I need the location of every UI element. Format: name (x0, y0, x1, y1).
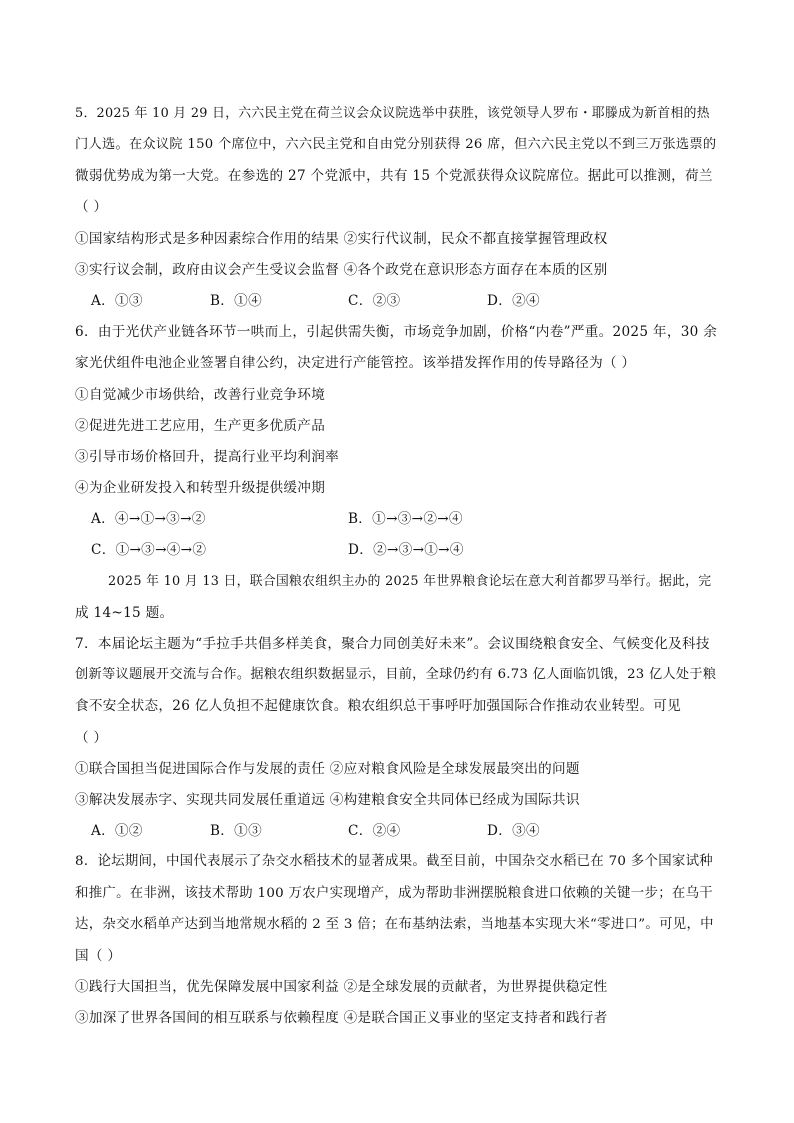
q6-statement-1: ①自觉减少市场供给，改善行业竞争环境 (75, 387, 326, 403)
q5-stem-line-1: 5．2025 年 10 月 29 日，六六民主党在荷兰议会众议院选举中获胜，该党领导人罗布・耶滕成为新首相的热 (75, 106, 710, 121)
q5-stem-line-3: 微弱优势成为第一大党。在参选的 27 个党派中，共有 15 个党派获得众议院席位。据此可以推测，荷兰 (75, 168, 713, 184)
q5-stem-line-2: 门人选。在众议院 150 个席位中，六六民主党和自由党分别获得 26 席，但六六民主党以不到三万张选票的 (75, 137, 717, 152)
q7-option-c[interactable]: C．②④ (348, 823, 401, 839)
q7-stem-line-2: 创新等议题展开交流与合作。据粮农组织数据显示，目前，全球仍约有 6.73 亿人面临饥饿，23 亿人处于粮 (75, 667, 717, 682)
q8-stem-line-1: 8．论坛期间，中国代表展示了杂交水稻技术的显著成果。截至目前，中国杂交水稻已在 70 多个国家试种 (75, 854, 713, 869)
q7-option-d[interactable]: D．③④ (487, 823, 540, 839)
q6-option-b[interactable]: B．①→③→②→④ (348, 511, 463, 527)
q7-option-a[interactable]: A．①② (91, 823, 143, 839)
q6-statement-3: ③引导市场价格回升，提高行业平均利润率 (75, 449, 339, 465)
q6-stem-line-1: 6．由于光伏产业链各环节一哄而上，引起供需失衡，市场竞争加剧，价格“内卷”严重。2025 年，30 余 (75, 324, 718, 340)
q5-option-c[interactable]: C．②③ (348, 293, 401, 309)
q8-stem-line-2: 和推广。在非洲，该技术帮助 100 万农户实现增产，成为帮助非洲摆脱粮食进口依赖的关键一步；在乌干 (75, 886, 713, 901)
q7-statement-row-2: ③解决发展赤字、实现共同发展任重道远 ④构建粮食安全共同体已经成为国际共识 (75, 792, 580, 808)
q8-statement-row-2: ③加深了世界各国间的相互联系与依赖程度 ④是联合国正义事业的坚定支持者和践行者 (75, 1010, 608, 1026)
q6-option-c[interactable]: C．①→③→④→② (91, 542, 207, 558)
q5-answer-paren: （ ） (75, 199, 108, 215)
q5-statement-row-1: ①国家结构形式是多种因素综合作用的结果 ②实行代议制，民众不都直接掌握管理政权 (75, 231, 608, 247)
q8-stem-line-4: 国（ ） (75, 948, 122, 964)
q6-option-a[interactable]: A．④→①→③→② (91, 511, 206, 527)
q7-answer-paren: （ ） (75, 730, 108, 746)
q6-statement-4: ④为企业研发投入和转型升级提供缓冲期 (75, 480, 326, 496)
q6-statement-2: ②促进先进工艺应用，生产更多优质产品 (75, 418, 326, 434)
material-line-1: 2025 年 10 月 13 日，联合国粮农组织主办的 2025 年世界粮食论坛在意大利首都罗马举行。据此，完 (108, 574, 712, 589)
q5-option-a[interactable]: A．①③ (91, 293, 143, 309)
material-line-2: 成 14~15 题。 (75, 605, 174, 621)
q7-option-b[interactable]: B．①③ (210, 823, 262, 839)
q5-option-d[interactable]: D．②④ (487, 293, 540, 309)
q8-stem-line-3: 达，杂交水稻单产达到当地常规水稻的 2 至 3 倍；在布基纳法索，当地基本实现大米“零进口”。可见，中 (75, 917, 714, 932)
q5-option-b[interactable]: B．①④ (210, 293, 262, 309)
q8-statement-row-1: ①践行大国担当，优先保障发展中国家利益 ②是全球发展的贡献者，为世界提供稳定性 (75, 979, 608, 995)
q7-stem-line-1: 7．本届论坛主题为“手拉手共倡多样美食，聚合力同创美好未来”。会议围绕粮食安全、气候变化及科技 (75, 636, 710, 652)
q6-stem-line-2: 家光伏组件电池企业签署自律公约，决定进行产能管控。该举措发挥作用的传导路径为（ ） (75, 355, 636, 371)
q7-statement-row-1: ①联合国担当促进国际合作与发展的责任 ②应对粮食风险是全球发展最突出的问题 (75, 761, 580, 777)
q6-option-d[interactable]: D．②→③→①→④ (348, 542, 464, 558)
q5-statement-row-2: ③实行议会制，政府由议会产生受议会监督 ④各个政党在意识形态方面存在本质的区别 (75, 262, 608, 278)
q7-stem-line-3: 食不安全状态，26 亿人负担不起健康饮食。粮农组织总干事呼吁加强国际合作推动农业转型。可见 (75, 698, 682, 714)
